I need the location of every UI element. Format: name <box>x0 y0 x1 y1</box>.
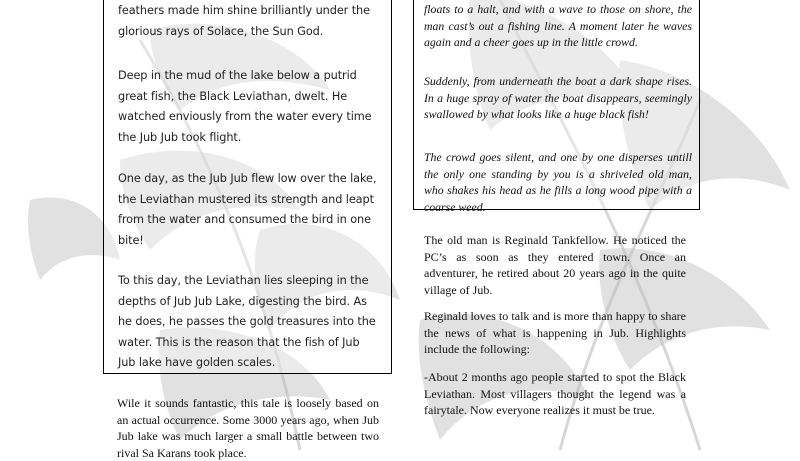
body-paragraph: Wile it sounds fantastic, this tale is loosely based on an actual occurrence. Some 3000 years ago, when Jub Jub lake was much larger a small battle between two rival Sa Karans took place. <box>117 396 379 460</box>
read-aloud-box <box>413 0 700 214</box>
read-aloud-paragraph: Suddenly, from underneath the boat a dark shape rises. In a huge spray of water the boat disappears, seemingly swallowed by what looks like a huge black fish! <box>424 74 692 121</box>
legend-paragraph: To this day, the Leviathan lies sleeping in the depths of Jub Jub Lake, digesting the bird. As he does, he passes the gold treasures into the water. This is the reason that the fish of Jub Jub lake have golden scales. <box>118 274 376 369</box>
body-paragraph: -About 2 months ago people started to spot the Black Leviathan. Most villagers thought the legend was a fairytale. Now everyone realizes it must be true. <box>424 370 686 417</box>
legend-paragraph: One day, as the Jub Jub flew low over the lake, the Leviathan mustered its strength and leapt from the water and consumed the bird in one bite! <box>118 172 377 247</box>
body-paragraph: The old man is Reginald Tankfellow. He noticed the PC’s as soon as they entered town. Once an adventurer, he retired about 20 years ago in the quite village of Jub. <box>424 233 686 297</box>
legend-box <box>103 0 392 374</box>
read-aloud-paragraph: floats to a halt, and with a wave to those on shore, the man cast’s out a fishing line. A moment later he waves again and a cheer goes up in the little crowd. <box>424 2 692 49</box>
read-aloud-paragraph: The crowd goes silent, and one by one disperses untill the only one standing by you is a shriveled old man, who shakes his head as he fills a long wood pipe with a coarse weed. <box>424 150 692 214</box>
legend-paragraph: Deep in the mud of the lake below a putrid great fish, the Black Leviathan, dwelt. He watched enviously from the water every time the Jub Jub took flight. <box>118 69 372 144</box>
legend-paragraph: feathers made him shine brilliantly under the glorious rays of Solace, the Sun God. <box>118 4 370 38</box>
body-paragraph: Reginald loves to talk and is more than happy to share the news of what is happening in Jub. Highlights include the following: <box>424 309 686 356</box>
